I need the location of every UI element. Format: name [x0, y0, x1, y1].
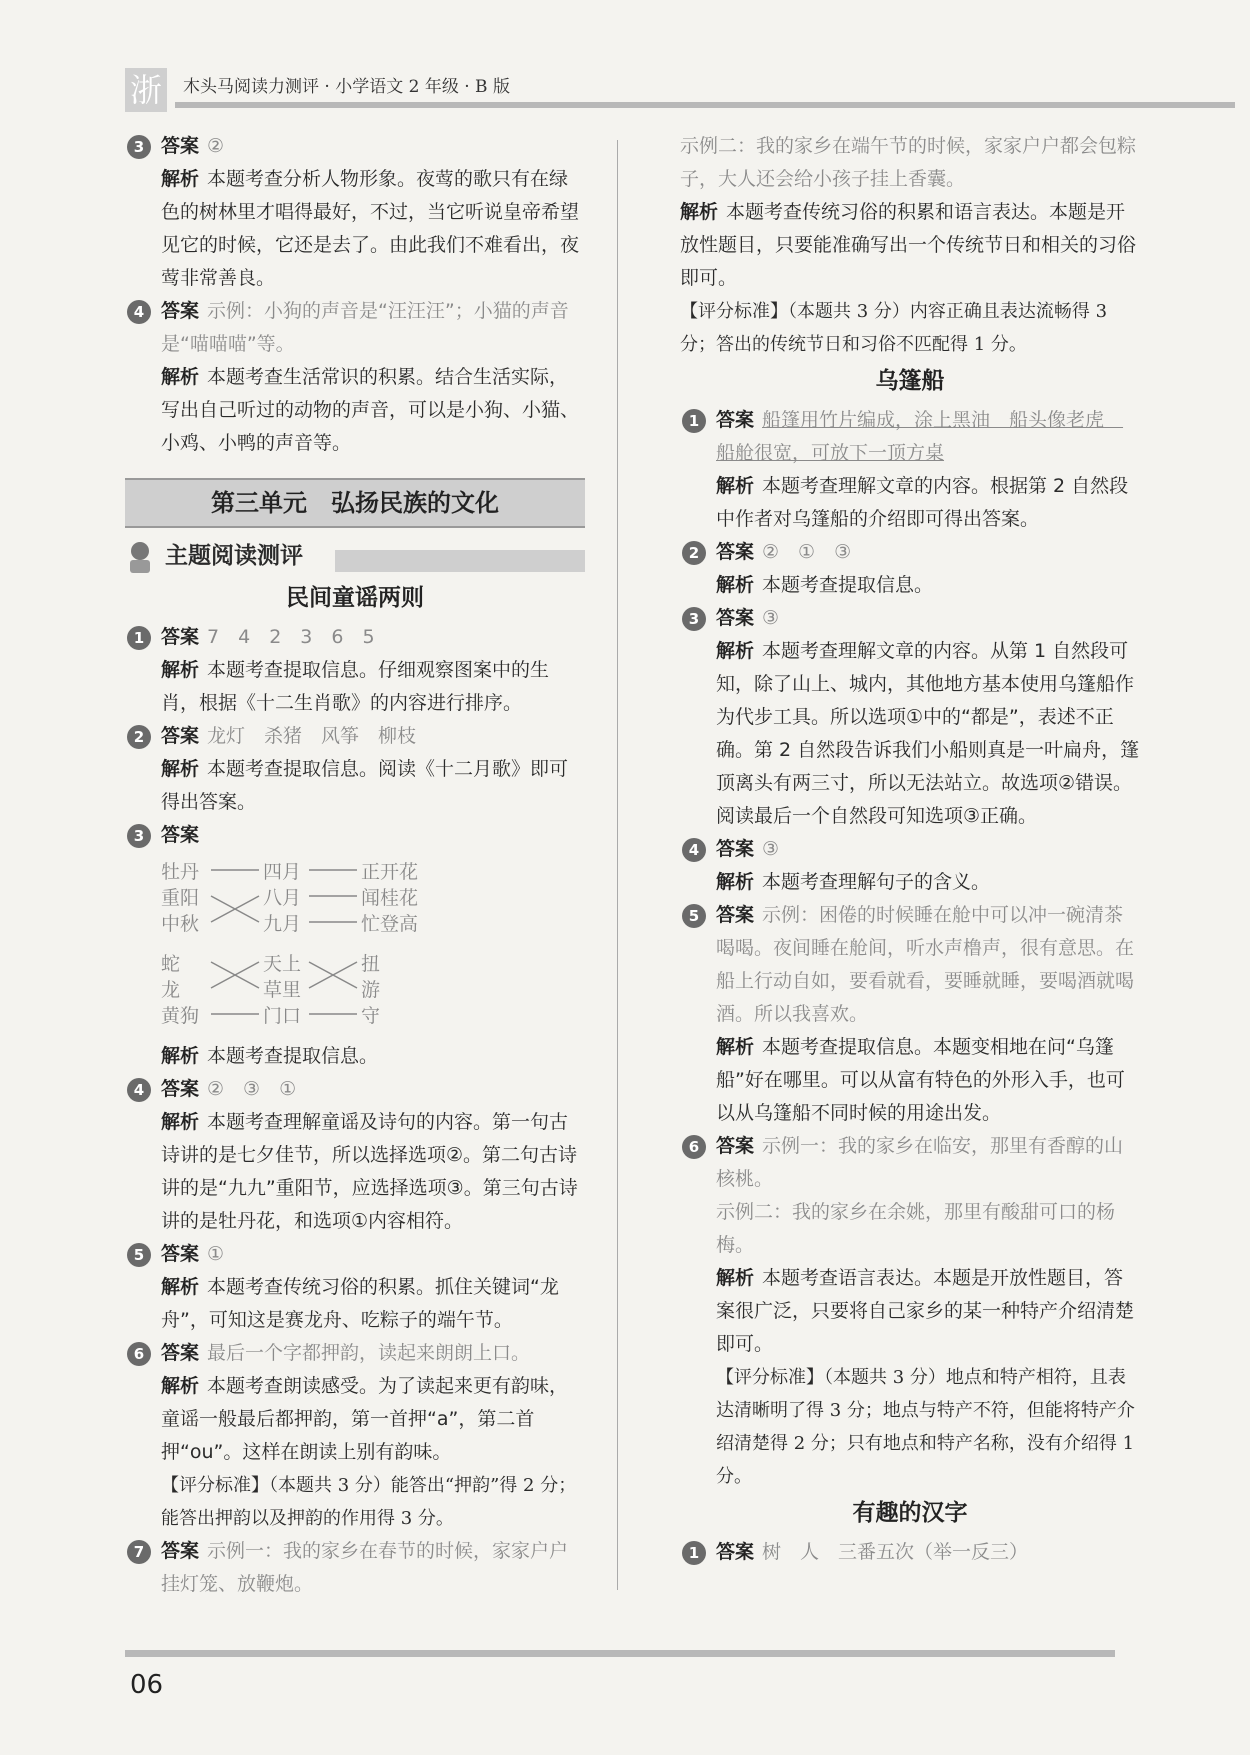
- analysis: [680, 635, 1140, 833]
- answer-label: 答案: [161, 725, 200, 747]
- theme-title: 主题阅读测评: [165, 543, 303, 569]
- match-left-item: 黄狗: [161, 1005, 200, 1027]
- answer-label: 答案: [716, 1135, 755, 1157]
- header-title: 木头马阅读力测评 · 小学语文 2 年级 · B 版: [183, 77, 510, 97]
- question-3: [680, 602, 1140, 635]
- match-mid-item: 九月: [263, 913, 302, 935]
- match-right-item: 闻桂花: [361, 887, 419, 909]
- analysis-label: 解析: [161, 659, 200, 681]
- analysis-text: 本题考查生活常识的积累。结合生活实际，写出自己听过的动物的声音，可以是小狗、小猫、小鸡、小鸭的声音等。: [161, 366, 580, 454]
- analysis: [125, 1106, 585, 1238]
- match-right-item: 正开花: [361, 861, 419, 883]
- analysis-label: 解析: [161, 758, 200, 780]
- question-1: [680, 1536, 1140, 1569]
- analysis-label: 解析: [716, 1036, 755, 1058]
- question-number: 6: [127, 1342, 151, 1366]
- answer-label: 答案: [161, 1540, 200, 1562]
- match-mid-item: 八月: [263, 887, 302, 909]
- question-number: 2: [682, 541, 706, 565]
- question-1: [680, 404, 1140, 470]
- scoring-standard: 【评分标准】（本题共 3 分）内容正确且表达流畅得 3 分；答出的传统节日和习俗不匹配得 1 分。: [680, 301, 1108, 355]
- question-number: 3: [682, 607, 706, 631]
- analysis-text: 本题考查理解句子的含义。: [762, 871, 991, 893]
- match-left-item: 中秋: [161, 913, 200, 935]
- question-5: [125, 1238, 585, 1271]
- question-number: 1: [682, 1541, 706, 1565]
- analysis: [680, 196, 1140, 295]
- question-6: [125, 1337, 585, 1370]
- question-7: [125, 1535, 585, 1601]
- analysis-text: 本题考查语言表达。本题是开放性题目，答案很广泛，只要将自己家乡的某一种特产介绍清楚即可。: [716, 1267, 1135, 1355]
- analysis: [680, 470, 1140, 536]
- answer-label: 答案: [161, 1078, 200, 1100]
- analysis: [125, 1271, 585, 1337]
- match-right-item: 扭: [361, 953, 381, 975]
- analysis: [125, 654, 585, 720]
- analysis-text: 本题考查提取信息。: [762, 574, 934, 596]
- analysis-label: 解析: [716, 1267, 755, 1289]
- question-number: 7: [127, 1540, 151, 1564]
- analysis-text: 本题考查提取信息。仔细观察图案中的生肖，根据《十二生肖歌》的内容进行排序。: [161, 659, 550, 714]
- answer-text: 示例一：我的家乡在春节的时候，家家户户挂灯笼、放鞭炮。: [161, 1540, 569, 1595]
- question-4-b: [125, 1073, 585, 1106]
- question-2: [680, 536, 1140, 569]
- answer-label: 答案: [716, 904, 755, 926]
- match-right-item: 守: [361, 1005, 381, 1027]
- page-number: 06: [130, 1670, 164, 1700]
- article-title: 民间童谣两则: [286, 585, 424, 611]
- question-number: 3: [127, 135, 151, 159]
- matching-group-1: [161, 856, 585, 942]
- analysis-label: 解析: [716, 871, 755, 893]
- match-mid-item: 四月: [263, 861, 302, 883]
- answer-label: 答案: [161, 135, 200, 157]
- answer-text: 示例：小狗的声音是“汪汪汪”；小猫的声音是“喵喵喵”等。: [161, 300, 569, 355]
- analysis-text: 本题考查理解童谣及诗句的内容。第一句古诗讲的是七夕佳节，所以选择选项②。第二句古诗讲的是“九九”重阳节，应选择选项③。第三句古诗讲的是牡丹花，和选项①内容相符。: [161, 1111, 578, 1232]
- question-number: 5: [682, 904, 706, 928]
- analysis-label: 解析: [161, 1375, 200, 1397]
- question-2: [125, 720, 585, 753]
- answer-text: 示例一：我的家乡在临安，那里有香醇的山核桃。: [716, 1135, 1124, 1190]
- question-5: [680, 899, 1140, 1031]
- match-left-item: 牡丹: [161, 861, 200, 883]
- match-left-item: 龙: [161, 979, 181, 1001]
- analysis-text: 本题考查理解文章的内容。根据第 2 自然段中作者对乌篷船的介绍即可得出答案。: [716, 475, 1129, 530]
- question-number: 6: [682, 1135, 706, 1159]
- question-4: [680, 833, 1140, 866]
- article-title: 有趣的汉字: [852, 1500, 968, 1526]
- match-mid-item: 门口: [263, 1005, 302, 1027]
- answer-text: ② ③ ①: [207, 1078, 297, 1100]
- answer-text: ②: [207, 135, 225, 157]
- analysis-label: 解析: [161, 1045, 200, 1067]
- reader-icon: [125, 540, 155, 574]
- match-left-item: 重阳: [161, 887, 200, 909]
- analysis-label: 解析: [680, 201, 719, 223]
- answer-label: 答案: [716, 541, 755, 563]
- question-number: 1: [682, 409, 706, 433]
- question-6: [680, 1130, 1140, 1196]
- right-column: [680, 130, 1140, 1569]
- analysis-text: 本题考查朗读感受。为了读起来更有韵味，童谣一般最后都押韵，第一首押“a”，第二首押“ou”。这样在朗读上别有韵味。: [161, 1375, 569, 1463]
- match-right-item: 忙登高: [361, 913, 419, 935]
- analysis-text: 本题考查提取信息。: [207, 1045, 379, 1067]
- analysis-label: 解析: [716, 475, 755, 497]
- answer-label: 答案: [716, 607, 755, 629]
- analysis: [680, 1262, 1140, 1361]
- analysis: [125, 1040, 585, 1073]
- analysis: [125, 163, 585, 295]
- answer-text: 示例：困倦的时候睡在舱中可以冲一碗清茶喝喝。夜间睡在舱间，听水声橹声，很有意思。在船上行动自如，要看就看，要睡就睡，要喝酒就喝酒。所以我喜欢。: [716, 904, 1135, 1025]
- analysis-text: 本题考查传统习俗的积累。抓住关键词“龙舟”，可知这是赛龙舟、吃粽子的端午节。: [161, 1276, 559, 1331]
- answer-example-2: 示例二：我的家乡在余姚，那里有酸甜可口的杨梅。: [716, 1201, 1116, 1256]
- match-mid-item: 草里: [263, 979, 302, 1001]
- answer-label: 答案: [716, 409, 755, 431]
- question-number: 2: [127, 725, 151, 749]
- footer-bar: [125, 1650, 1115, 1657]
- analysis: [680, 1031, 1140, 1130]
- answer-text: 树 人 三番五次（举一反三）: [762, 1541, 1029, 1563]
- question-number: 4: [682, 838, 706, 862]
- answer-label: 答案: [716, 1541, 755, 1563]
- answer-text: ③: [762, 607, 780, 629]
- answer-text: 7 4 2 3 6 5: [207, 626, 375, 648]
- question-3: [125, 130, 585, 163]
- answer-text: 船篷用竹片编成，涂上黑油 船头像老虎 船舱很宽，可放下一顶方桌: [716, 409, 1124, 464]
- question-4: [125, 295, 585, 361]
- question-number: 5: [127, 1243, 151, 1267]
- answer-label: 答案: [161, 300, 200, 322]
- question-3-match: [125, 819, 585, 852]
- analysis-label: 解析: [161, 366, 200, 388]
- left-column: [125, 130, 585, 1601]
- analysis-text: 本题考查理解文章的内容。从第 1 自然段可知，除了山上、城内，其他地方基本使用乌篷船作为代步工具。所以选项①中的“都是”，表述不正确。第 2 自然段告诉我们小船则真是一叶扁舟，篷顶离头有两三寸，所以无法站立。故选项②错误。阅读最后一个自然段可知选项③正确。: [716, 640, 1140, 827]
- answer-text: 最后一个字都押韵，读起来朗朗上口。: [207, 1342, 531, 1364]
- analysis: [125, 753, 585, 819]
- analysis-label: 解析: [161, 1111, 200, 1133]
- scoring-standard: 【评分标准】（本题共 3 分）地点和特产相符，且表达清晰明了得 3 分；地点与特产不符，但能将特产介绍清楚得 2 分；只有地点和特产名称，没有介绍得 1 分。: [716, 1367, 1135, 1487]
- scoring-standard: 【评分标准】（本题共 3 分）能答出“押韵”得 2 分；能答出押韵以及押韵的作用得 3 分。: [161, 1475, 577, 1529]
- answer-text: 龙灯 杀猪 风筝 柳枝: [207, 725, 417, 747]
- theme-bar: [335, 550, 585, 572]
- matching-lines: [161, 948, 461, 1034]
- match-right-item: 游: [361, 979, 381, 1001]
- analysis-text: 本题考查提取信息。阅读《十二月歌》即可得出答案。: [161, 758, 569, 813]
- answer-label: 答案: [161, 1243, 200, 1265]
- answer-continued: 示例二：我的家乡在端午节的时候，家家户户都会包粽子，大人还会给小孩子挂上香囊。: [680, 135, 1137, 190]
- analysis: [125, 361, 585, 460]
- analysis-text: 本题考查分析人物形象。夜莺的歌只有在绿色的树林里才唱得最好，不过，当它听说皇帝希望见它的时候，它还是去了。由此我们不难看出，夜莺非常善良。: [161, 168, 580, 289]
- question-number: 1: [127, 626, 151, 650]
- article-title: 乌篷船: [875, 368, 945, 394]
- answer-text: ③: [762, 838, 780, 860]
- match-left-item: 蛇: [161, 953, 181, 975]
- header-bar: [175, 102, 1235, 108]
- analysis-label: 解析: [161, 168, 200, 190]
- column-divider: [617, 140, 618, 1590]
- page-header: [125, 68, 1115, 112]
- unit-title: 第三单元 弘扬民族的文化: [125, 478, 585, 528]
- analysis-text: 本题考查提取信息。本题变相地在问“乌篷船”好在哪里。可以从富有特色的外形入手，也可以从乌篷船不同时候的用途出发。: [716, 1036, 1125, 1124]
- answer-label: 答案: [161, 626, 200, 648]
- analysis: [125, 1370, 585, 1469]
- match-mid-item: 天上: [263, 953, 302, 975]
- answer-label: 答案: [161, 1342, 200, 1364]
- analysis: [680, 569, 1140, 602]
- analysis-label: 解析: [716, 640, 755, 662]
- analysis-text: 本题考查传统习俗的积累和语言表达。本题是开放性题目，只要能准确写出一个传统节日和相关的习俗即可。: [680, 201, 1137, 289]
- question-number: 4: [127, 300, 151, 324]
- matching-group-2: [161, 948, 585, 1034]
- theme-heading: [125, 538, 585, 578]
- analysis: [680, 866, 1140, 899]
- header-logo: 浙: [125, 68, 167, 112]
- answer-text: ② ① ③: [762, 541, 852, 563]
- analysis-label: 解析: [161, 1276, 200, 1298]
- question-number: 4: [127, 1078, 151, 1102]
- question-number: 3: [127, 824, 151, 848]
- question-1: [125, 621, 585, 654]
- answer-label: 答案: [161, 824, 200, 846]
- answer-label: 答案: [716, 838, 755, 860]
- answer-text: ①: [207, 1243, 225, 1265]
- analysis-label: 解析: [716, 574, 755, 596]
